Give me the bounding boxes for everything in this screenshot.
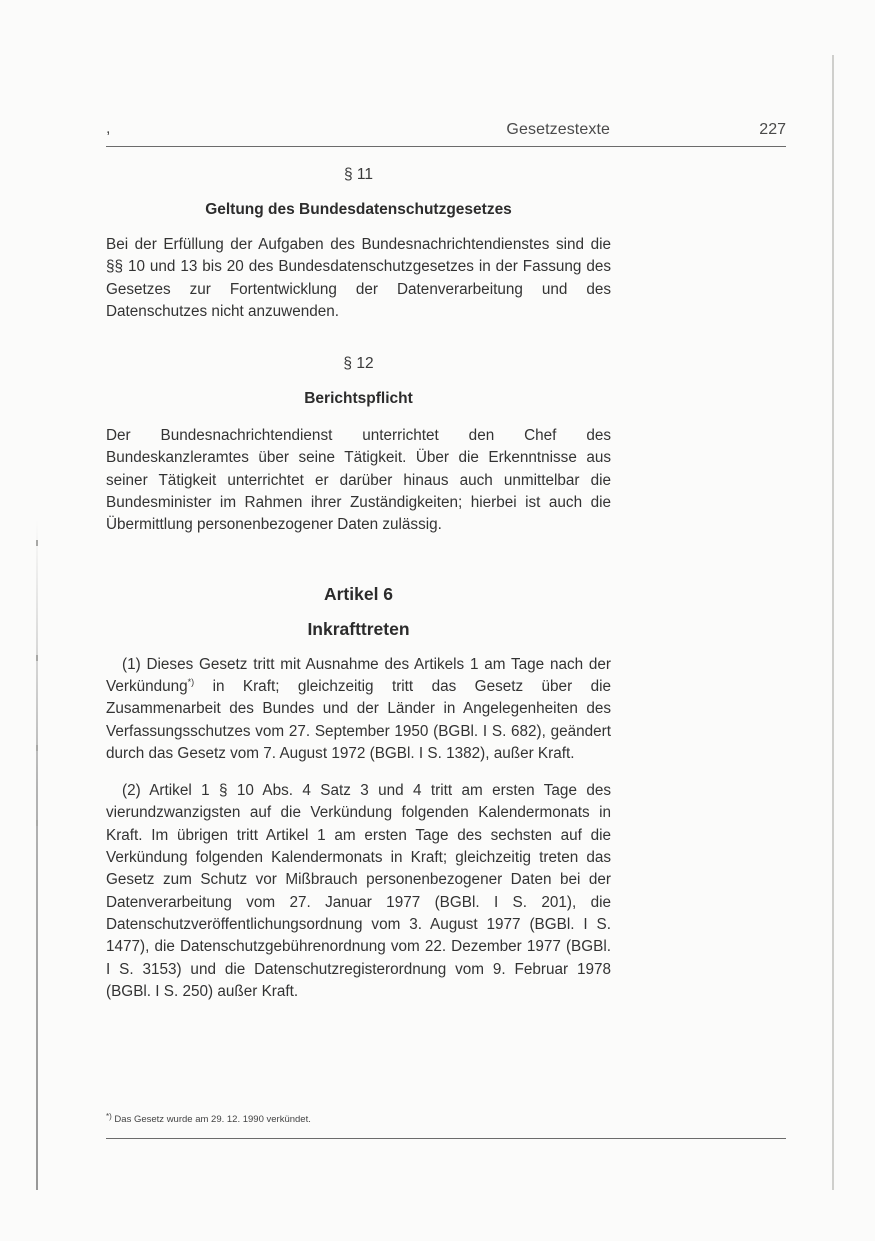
scan-mark	[36, 745, 38, 751]
article-6	[106, 581, 611, 1003]
page-number: 227	[759, 121, 786, 138]
scan-mark	[36, 820, 38, 826]
scan-mark	[36, 540, 38, 546]
section-12	[106, 352, 611, 536]
footnote-marker: *)	[106, 1112, 112, 1121]
page-content	[106, 160, 611, 1003]
scan-edge-left	[36, 520, 38, 1190]
scan-edge-right	[832, 55, 834, 1190]
section-title: Geltung des Bundesdatenschutzgesetzes	[205, 201, 512, 218]
footnote-reference[interactable]: *)	[187, 676, 195, 687]
section-text: Bei der Erfüllung der Aufgaben des Bundesnachrichtendienstes sind die §§ 10 und 13 bis 20 des Bundesdatenschutzgesetzes in der Fassung des Gesetzes zur Fortentwicklung der Datenverarbeitung und des Datenschutzes nicht anzuwenden.	[106, 236, 611, 320]
footnote-text: Das Gesetz wurde am 29. 12. 1990 verkündet.	[114, 1114, 311, 1125]
article-paragraph-2: (2) Artikel 1 § 10 Abs. 4 Satz 3 und 4 tritt am ersten Tage des vierundzwanzigsten auf die Verkündung folgenden Kalendermonats in Kraft. Im übrigen tritt Artikel 1 am ersten Tage des sechsten auf die Verkündung folgenden Kalendermonats in Kraft; gleichzeitig treten das Gesetz zum Schutz vor Mißbrauch personenbezogener Daten bei der Datenverarbeitung vom 27. Januar 1977 (BGBl. I S. 201), die Datenschutzveröffentlichungsordnung vom 3. August 1977 (BGBl. I S. 1477), die Datenschutzgebührenordnung vom 22. Dezember 1977 (BGBl. I S. 3153) und die Datenschutzregisterordnung vom 9. Februar 1978 (BGBl. I S. 250) außer Kraft.	[106, 782, 611, 1000]
section-number: § 11	[343, 166, 374, 183]
footer-rule	[106, 1138, 786, 1139]
footnote	[106, 1112, 786, 1125]
section-number: § 12	[343, 355, 374, 373]
paragraph-text: in Kraft; gleichzeitig tritt das Gesetz über die Zusammenarbeit des Bundes und der Länder in Angelegenheiten des Verfassungsschutzes vom 27. September 1950 (BGBl. I S. 682), geändert durch das Gesetz vom 7. August 1972 (BGBl. I S. 1382), außer Kraft.	[106, 677, 611, 762]
article-title: Inkrafttreten	[307, 618, 410, 639]
running-title: Gesetzestexte	[506, 121, 610, 138]
section-11	[106, 163, 611, 323]
scan-mark	[36, 655, 38, 661]
page-header	[106, 118, 786, 146]
article-paragraph-1	[106, 654, 611, 765]
header-rule	[106, 146, 786, 147]
article-number: Artikel 6	[323, 583, 394, 604]
section-title: Berichtspflicht	[304, 390, 413, 408]
section-text: Der Bundesnachrichtendienst unterrichtet den Chef des Bundeskanzleramtes über seine Tätigkeit. Über die Erkenntnisse aus seiner Tätigkeit unterrichtet er darüber hinaus auch unmittelbar die Bundesminister im Rahmen ihrer Zuständigkeiten; hierbei ist auch die Übermittlung personenbezogener Daten zulässig.	[106, 427, 611, 534]
header-mark: ,	[106, 120, 111, 137]
paragraph-text: (1) Dieses Gesetz tritt mit Ausnahme des Artikels 1 am Tage nach der Verkündung	[106, 655, 611, 695]
